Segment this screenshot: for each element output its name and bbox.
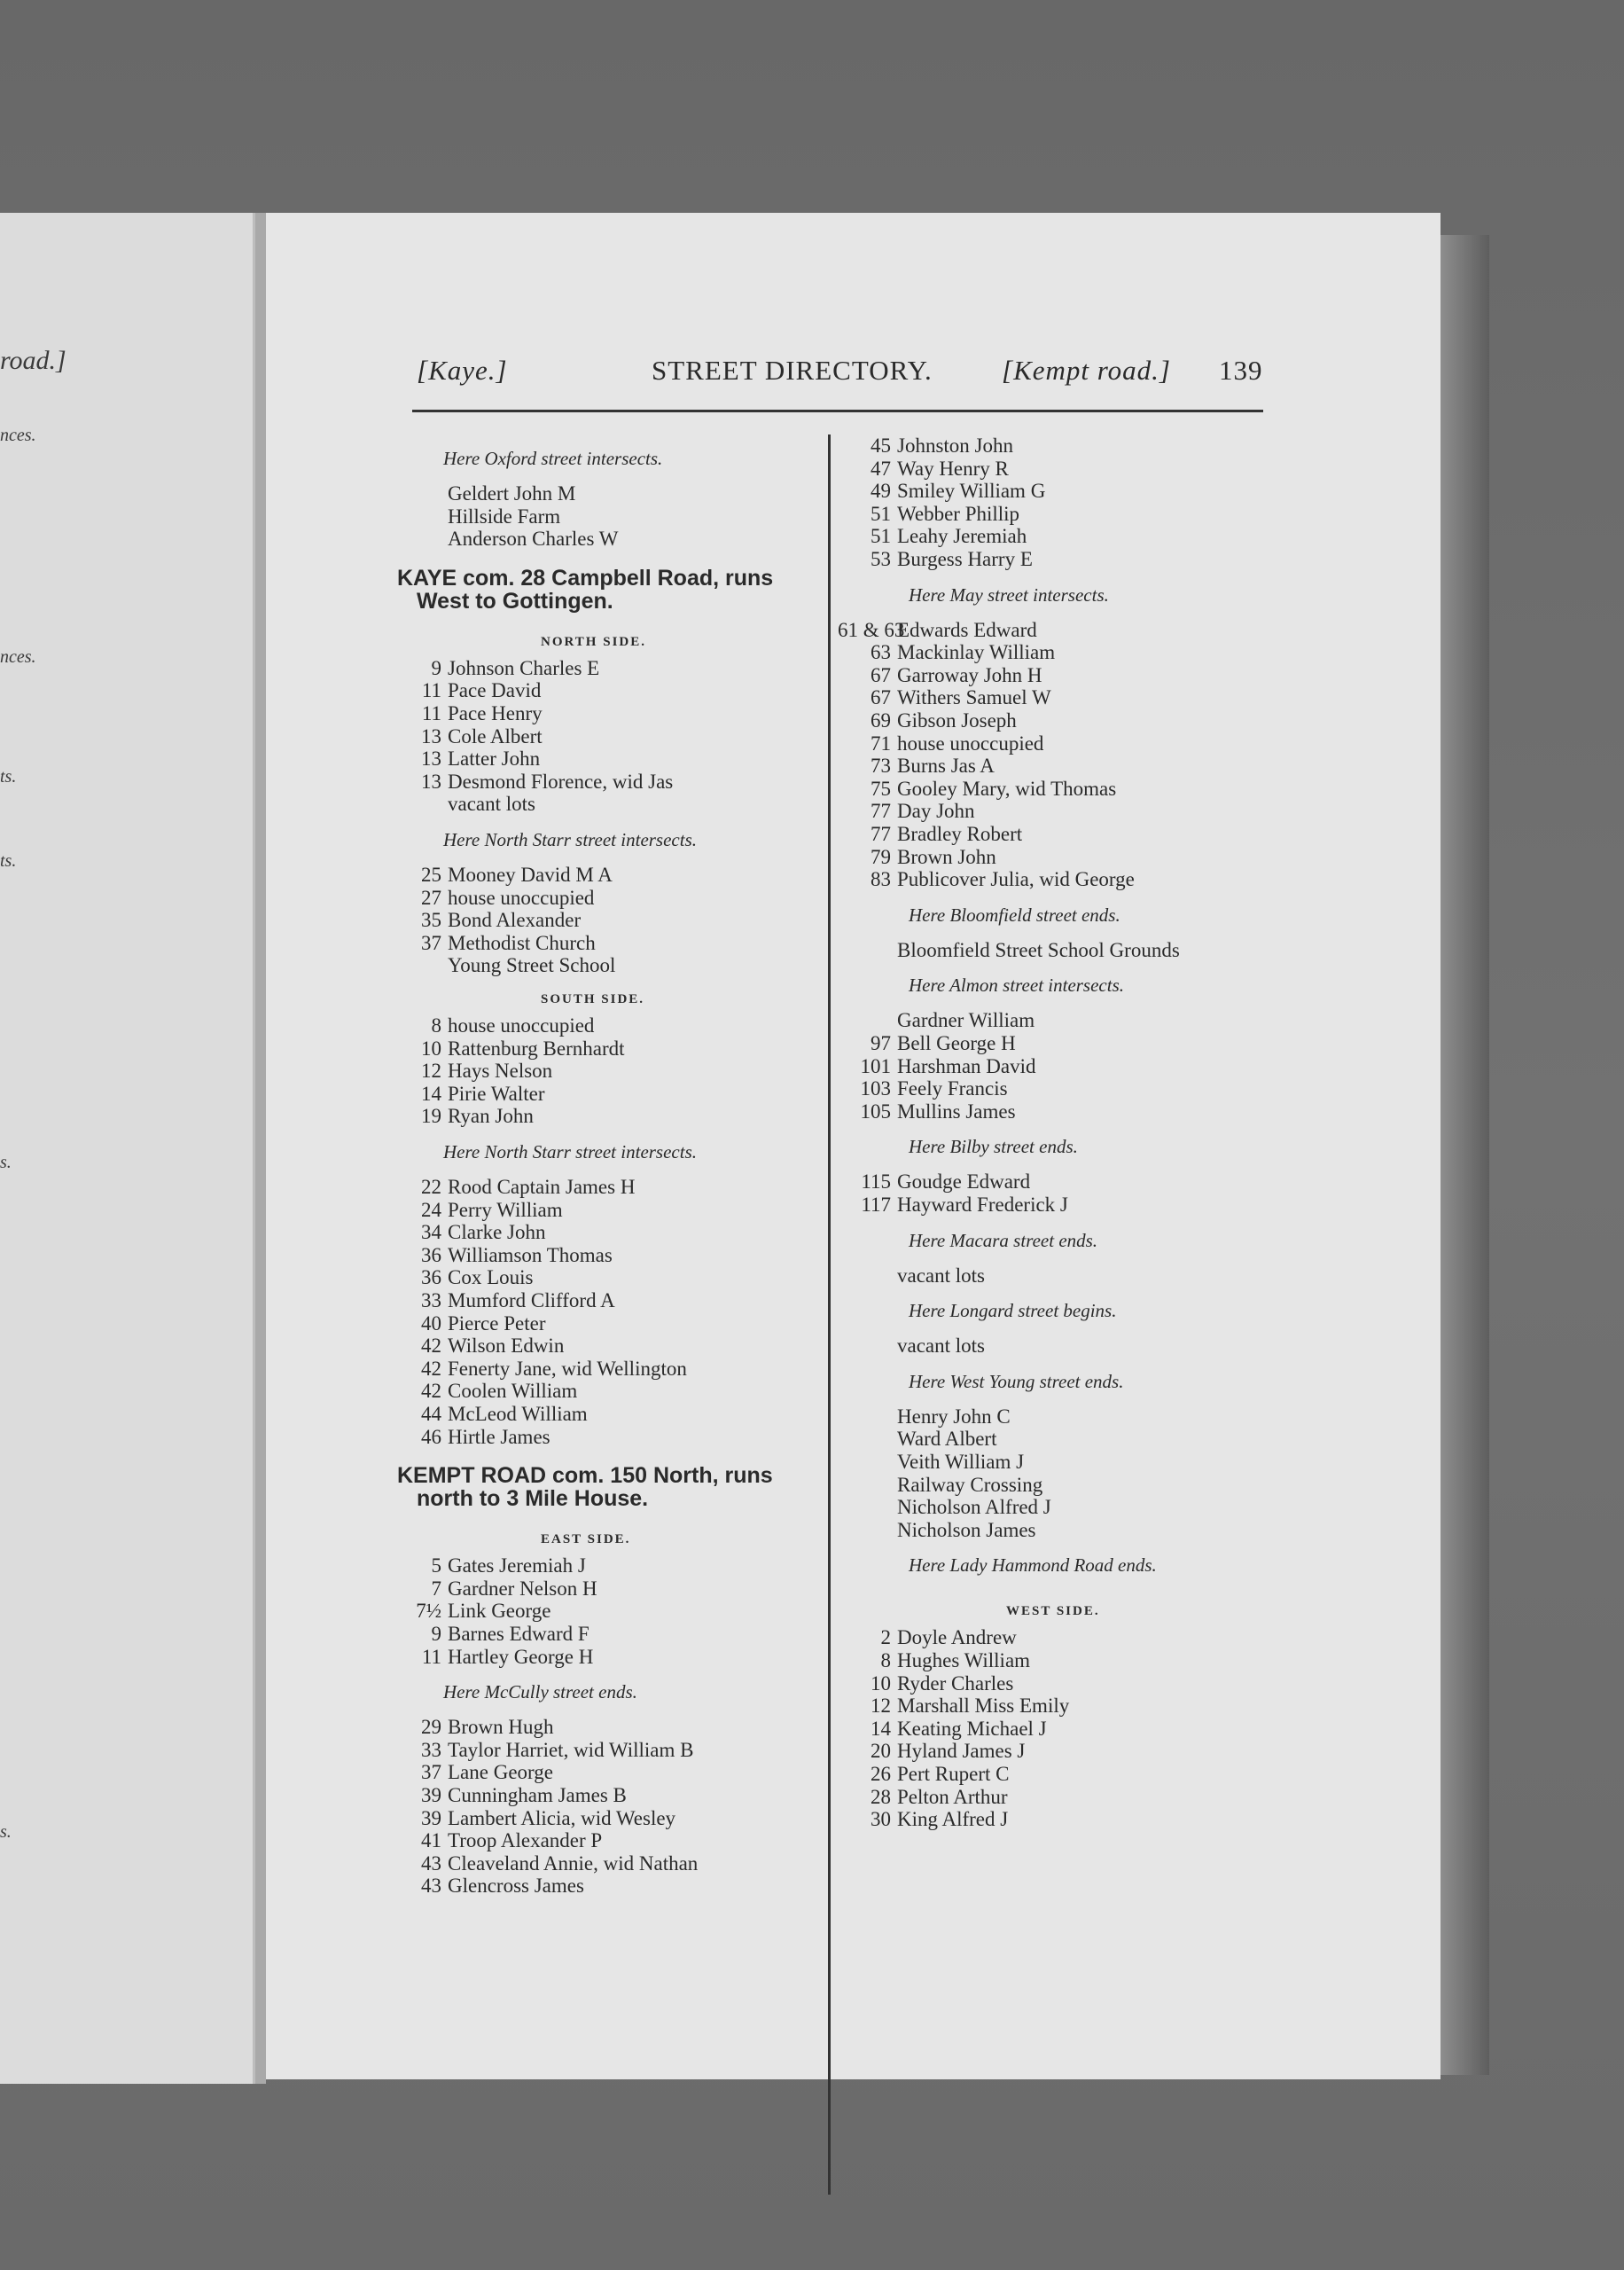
directory-entry (838, 1718, 1047, 1741)
resident-name: Mooney David M A (448, 864, 613, 886)
directory-entry (838, 1649, 1030, 1672)
resident-name: Gardner William (897, 1009, 1035, 1032)
resident-name: Ryan John (448, 1105, 534, 1128)
house-number: 11 (421, 679, 441, 702)
resident-name: Keating Michael J (897, 1717, 1047, 1740)
directory-entry (838, 1626, 1017, 1649)
directory-entry (838, 1100, 1016, 1123)
resident-name: Desmond Florence, wid Jas (448, 770, 674, 793)
header-right: [Kempt road.] (1002, 355, 1171, 386)
directory-entry (838, 480, 1045, 503)
house-number: 63 (871, 641, 891, 664)
directory-entry (408, 1289, 615, 1312)
resident-name: Brown Hugh (448, 1716, 554, 1739)
directory-entry (408, 1176, 635, 1199)
directory-entry (408, 1875, 584, 1898)
house-number: 33 (421, 1289, 441, 1311)
directory-entry (838, 939, 1180, 962)
resident-name: Hyland James J (897, 1740, 1026, 1763)
house-number: 42 (421, 1357, 441, 1380)
resident-name: Link George (448, 1600, 551, 1623)
resident-name: Fenerty Jane, wid Wellington (448, 1357, 687, 1380)
house-number: 49 (871, 480, 891, 503)
house-number: 7 (431, 1577, 441, 1600)
header-rule (412, 410, 1263, 412)
house-number: 103 (860, 1077, 891, 1100)
resident-name: McLeod William (448, 1403, 588, 1425)
house-number: 37 (421, 931, 441, 954)
resident-name: Marshall Miss Emily (897, 1695, 1070, 1718)
resident-name: Hirtle James (448, 1425, 550, 1448)
directory-entry (838, 1519, 1036, 1542)
directory-entry (408, 1060, 552, 1083)
directory-entry (838, 732, 1043, 755)
previous-page-text: s. (0, 1153, 12, 1172)
house-number: 117 (861, 1194, 891, 1216)
directory-entry (838, 503, 1019, 526)
resident-name: Pelton Arthur (897, 1785, 1008, 1808)
house-number: 105 (860, 1100, 891, 1123)
house-number: 44 (421, 1403, 441, 1425)
street-heading-cont: north to 3 Mile House. (417, 1486, 649, 1512)
directory-entry (838, 1055, 1036, 1078)
resident-name: Withers Samuel W (897, 686, 1051, 709)
resident-name: house unoccupied (897, 732, 1044, 755)
directory-entry (838, 434, 1013, 458)
resident-name: Bond Alexander (448, 909, 582, 932)
house-number: 19 (421, 1105, 441, 1128)
directory-entry (408, 482, 575, 505)
previous-page-text: ts. (0, 767, 17, 787)
resident-name: Mumford Clifford A (448, 1289, 615, 1311)
resident-name: Railway Crossing (897, 1473, 1043, 1496)
directory-entry (408, 657, 599, 680)
directory-entry (408, 909, 581, 932)
house-number: 10 (871, 1671, 891, 1695)
directory-entry (408, 1014, 594, 1037)
resident-name: Hughes William (897, 1649, 1031, 1671)
house-number: 77 (871, 823, 891, 845)
directory-entry (838, 1496, 1051, 1519)
house-number: 73 (871, 755, 891, 778)
directory-entry (838, 1428, 996, 1451)
previous-page-header: road.] (0, 346, 66, 375)
directory-entry (838, 548, 1033, 571)
street-note: Here May street intersects. (909, 583, 1109, 606)
directory-entry (408, 1037, 625, 1061)
resident-name: Ward Albert (897, 1428, 997, 1451)
house-number: 11 (421, 702, 441, 724)
previous-page-text: nces. (0, 426, 36, 445)
running-header (417, 355, 1268, 390)
resident-name: Young Street School (448, 954, 616, 977)
side-heading: EAST SIDE. (541, 1532, 631, 1547)
resident-name: Burns Jas A (897, 755, 995, 778)
house-number: 33 (421, 1738, 441, 1761)
resident-name: Day John (897, 800, 975, 823)
resident-name: house unoccupied (448, 1014, 595, 1037)
house-number: 29 (421, 1716, 441, 1739)
house-number: 36 (421, 1243, 441, 1266)
resident-name: Troop Alexander P (448, 1829, 603, 1852)
street-heading-cont: West to Gottingen. (417, 588, 613, 614)
directory-entry (408, 1716, 553, 1739)
resident-name: Pert Rupert C (897, 1763, 1010, 1785)
directory-entry (408, 1335, 564, 1358)
resident-name: Pirie Walter (448, 1082, 545, 1105)
directory-entry (838, 800, 975, 823)
directory-entry (838, 641, 1055, 664)
house-number: 14 (871, 1717, 891, 1740)
directory-entry (408, 1623, 589, 1646)
house-number: 45 (871, 434, 891, 457)
directory-entry (838, 1170, 1030, 1194)
house-number: 67 (871, 686, 891, 709)
resident-name: Geldert John M (448, 482, 576, 505)
directory-entry (408, 1244, 613, 1267)
directory-entry (838, 619, 1037, 642)
directory-entry (838, 1405, 1011, 1429)
directory-entry (408, 1807, 675, 1830)
directory-entry (838, 1808, 1008, 1831)
resident-name: Rattenburg Bernhardt (448, 1037, 625, 1060)
house-number: 14 (421, 1082, 441, 1105)
directory-entry (408, 1083, 545, 1106)
street-note: Here Lady Hammond Road ends. (909, 1554, 1157, 1577)
directory-entry (408, 1852, 698, 1875)
house-number: 51 (871, 502, 891, 525)
resident-name: Williamson Thomas (448, 1243, 613, 1266)
resident-name: Nicholson James (897, 1518, 1036, 1541)
directory-entry (838, 664, 1042, 687)
resident-name: Brown John (897, 845, 996, 868)
resident-name: Mackinlay William (897, 641, 1056, 664)
resident-name: Harshman David (897, 1054, 1036, 1077)
directory-entry (838, 686, 1051, 709)
resident-name: Garroway John H (897, 663, 1042, 686)
house-number: 36 (421, 1266, 441, 1289)
street-note: Here McCully street ends. (443, 1681, 637, 1703)
resident-name: vacant lots (897, 1335, 985, 1358)
resident-name: Leahy Jeremiah (897, 525, 1027, 548)
resident-name: Clarke John (448, 1221, 546, 1244)
header-title: STREET DIRECTORY. (652, 355, 933, 386)
resident-name: Feely Francis (897, 1077, 1008, 1100)
house-number: 28 (871, 1785, 891, 1808)
directory-entry (408, 1426, 550, 1449)
resident-name: Cunningham James B (448, 1784, 627, 1806)
house-number: 12 (871, 1695, 891, 1718)
resident-name: Gibson Joseph (897, 709, 1017, 732)
resident-name: Lambert Alicia, wid Wesley (448, 1806, 676, 1829)
header-left: [Kaye.] (417, 355, 508, 386)
directory-entry (408, 1577, 597, 1601)
directory-entry (408, 932, 596, 955)
page-edge (1441, 235, 1489, 2075)
house-number: 61 & 63 (838, 618, 905, 641)
page-number: 139 (1219, 355, 1263, 386)
street-note: Here Bloomfield street ends. (909, 904, 1120, 926)
house-number: 5 (431, 1554, 441, 1577)
directory-entry (408, 1266, 533, 1289)
house-number: 20 (871, 1740, 891, 1763)
directory-entry (408, 528, 618, 551)
resident-name: Henry John C (897, 1405, 1011, 1428)
directory-entry (408, 702, 543, 725)
resident-name: vacant lots (897, 1264, 985, 1287)
directory-entry (838, 1009, 1035, 1032)
house-number: 79 (871, 845, 891, 868)
house-number: 11 (421, 1645, 441, 1668)
house-number: 25 (421, 864, 441, 886)
resident-name: Burgess Harry E (897, 548, 1033, 570)
directory-entry (838, 458, 1009, 481)
resident-name: Webber Phillip (897, 502, 1020, 525)
directory-entry (838, 1077, 1008, 1100)
house-number: 39 (421, 1806, 441, 1829)
directory-entry (838, 1474, 1042, 1497)
previous-page-text: ts. (0, 851, 17, 871)
directory-entry (408, 1784, 627, 1807)
house-number: 2 (880, 1626, 891, 1649)
resident-name: Bloomfield Street School Grounds (897, 938, 1180, 961)
directory-entry (408, 1761, 553, 1784)
resident-name: Taylor Harriet, wid William B (448, 1738, 694, 1761)
house-number: 22 (421, 1176, 441, 1198)
resident-name: Wilson Edwin (448, 1335, 565, 1358)
resident-name: Pace David (448, 679, 542, 702)
house-number: 115 (861, 1170, 891, 1194)
directory-entry (408, 1312, 545, 1335)
house-number: 43 (421, 1875, 441, 1898)
side-heading: SOUTH SIDE. (541, 992, 645, 1006)
resident-name: Cleaveland Annie, wid Nathan (448, 1851, 699, 1875)
directory-entry (408, 725, 543, 748)
house-number: 51 (871, 525, 891, 548)
resident-name: King Alfred J (897, 1808, 1009, 1831)
book-spine (255, 213, 266, 2084)
directory-entry (838, 1740, 1025, 1763)
directory-entry (408, 1403, 588, 1426)
house-number: 24 (421, 1198, 441, 1221)
street-note: Here Almon street intersects. (909, 975, 1125, 997)
column-divider (828, 434, 831, 2195)
directory-entry (838, 778, 1116, 801)
directory-entry (838, 823, 1022, 846)
house-number: 43 (421, 1851, 441, 1875)
street-note: Here West Young street ends. (909, 1370, 1124, 1392)
directory-entry (408, 1221, 546, 1244)
resident-name: Hays Nelson (448, 1060, 553, 1083)
house-number: 77 (871, 800, 891, 823)
house-number: 26 (871, 1763, 891, 1785)
house-number: 67 (871, 663, 891, 686)
house-number: 7½ (416, 1600, 441, 1623)
resident-name: Way Henry R (897, 457, 1009, 480)
house-number: 13 (421, 724, 441, 748)
resident-name: vacant lots (448, 793, 535, 816)
resident-name: Cole Albert (448, 724, 543, 748)
resident-name: Coolen William (448, 1380, 578, 1403)
street-note: Here North Starr street intersects. (443, 1141, 698, 1162)
resident-name: Methodist Church (448, 931, 596, 954)
resident-name: Perry William (448, 1198, 563, 1221)
house-number: 8 (431, 1014, 441, 1037)
directory-entry (838, 1763, 1010, 1786)
house-number: 41 (421, 1829, 441, 1852)
resident-name: Doyle Andrew (897, 1626, 1017, 1649)
resident-name: Mullins James (897, 1100, 1016, 1123)
directory-entry (408, 1646, 593, 1669)
directory-entry (838, 1451, 1024, 1474)
house-number: 12 (421, 1060, 441, 1083)
directory-entry (838, 525, 1027, 548)
street-heading: KEMPT ROAD com. 150 North, runs (397, 1463, 773, 1489)
house-number: 40 (421, 1311, 441, 1335)
house-number: 30 (871, 1808, 891, 1831)
house-number: 47 (871, 457, 891, 480)
house-number: 27 (421, 886, 441, 909)
resident-name: Nicholson Alfred J (897, 1496, 1051, 1519)
house-number: 97 (871, 1032, 891, 1054)
directory-entry (408, 1105, 534, 1128)
resident-name: Hillside Farm (448, 505, 561, 528)
side-heading: NORTH SIDE. (541, 634, 646, 649)
directory-entry (838, 1264, 985, 1288)
resident-name: Gardner Nelson H (448, 1577, 597, 1600)
directory-entry (838, 755, 995, 778)
directory-page (266, 213, 1441, 2079)
resident-name: Gooley Mary, wid Thomas (897, 777, 1117, 800)
house-number: 53 (871, 548, 891, 570)
directory-entry (408, 679, 541, 702)
resident-name: house unoccupied (448, 886, 595, 909)
resident-name: Lane George (448, 1761, 553, 1784)
house-number: 9 (431, 656, 441, 679)
house-number: 37 (421, 1761, 441, 1784)
directory-entry (408, 1380, 577, 1403)
resident-name: Publicover Julia, wid George (897, 868, 1135, 891)
directory-entry (408, 793, 535, 816)
resident-name: Anderson Charles W (448, 528, 619, 551)
house-number: 75 (871, 777, 891, 800)
previous-page-fragment (0, 213, 258, 2084)
street-heading: KAYE com. 28 Campbell Road, runs (397, 565, 774, 591)
side-heading: WEST SIDE. (1006, 1604, 1100, 1619)
resident-name: Latter John (448, 748, 541, 771)
previous-page-text: nces. (0, 647, 36, 667)
house-number: 34 (421, 1221, 441, 1244)
previous-page-text: s. (0, 1822, 12, 1842)
directory-entry (408, 771, 673, 794)
resident-name: Hayward Frederick J (897, 1194, 1068, 1216)
street-note: Here Bilby street ends. (909, 1136, 1078, 1158)
house-number: 13 (421, 770, 441, 793)
directory-entry (408, 748, 540, 771)
street-note: Here Longard street begins. (909, 1300, 1117, 1322)
resident-name: Barnes Edward F (448, 1623, 589, 1645)
house-number: 46 (421, 1425, 441, 1448)
directory-entry (408, 1600, 550, 1623)
house-number: 10 (421, 1037, 441, 1060)
resident-name: Glencross James (448, 1875, 584, 1898)
directory-entry (408, 864, 613, 887)
directory-entry (838, 868, 1135, 891)
directory-entry (408, 954, 615, 977)
house-number: 9 (431, 1623, 441, 1645)
directory-entry (408, 1739, 693, 1762)
resident-name: Pace Henry (448, 702, 543, 724)
resident-name: Johnston John (897, 434, 1013, 457)
house-number: 101 (860, 1054, 891, 1077)
directory-entry (838, 1695, 1069, 1718)
resident-name: Ryder Charles (897, 1671, 1014, 1695)
directory-entry (838, 846, 996, 869)
resident-name: Edwards Edward (897, 618, 1037, 641)
resident-name: Rood Captain James H (448, 1176, 636, 1198)
directory-entry (838, 709, 1017, 732)
directory-entry (838, 1194, 1068, 1217)
resident-name: Bell George H (897, 1032, 1016, 1054)
house-number: 35 (421, 909, 441, 932)
directory-entry (838, 1032, 1016, 1055)
house-number: 13 (421, 748, 441, 771)
resident-name: Veith William J (897, 1451, 1025, 1473)
resident-name: Goudge Edward (897, 1170, 1031, 1194)
resident-name: Cox Louis (448, 1266, 534, 1289)
directory-entry (838, 1335, 985, 1358)
resident-name: Smiley William G (897, 480, 1046, 503)
directory-entry (408, 505, 560, 528)
house-number: 71 (871, 732, 891, 755)
house-number: 42 (421, 1380, 441, 1403)
street-note: Here Macara street ends. (909, 1229, 1098, 1251)
house-number: 42 (421, 1335, 441, 1358)
directory-entry (838, 1786, 1008, 1809)
street-note: Here Oxford street intersects. (443, 448, 663, 469)
resident-name: Bradley Robert (897, 823, 1023, 845)
street-note: Here North Starr street intersects. (443, 829, 698, 850)
resident-name: Gates Jeremiah J (448, 1554, 586, 1577)
directory-entry (408, 1199, 563, 1222)
house-number: 69 (871, 709, 891, 732)
resident-name: Pierce Peter (448, 1311, 546, 1335)
house-number: 8 (880, 1649, 891, 1671)
directory-entry (408, 1358, 687, 1381)
resident-name: Hartley George H (448, 1645, 594, 1668)
directory-entry (408, 887, 594, 910)
resident-name: Johnson Charles E (448, 656, 600, 679)
house-number: 39 (421, 1784, 441, 1806)
house-number: 83 (871, 868, 891, 891)
directory-entry (408, 1554, 586, 1577)
directory-entry (838, 1672, 1013, 1695)
directory-entry (408, 1829, 602, 1852)
